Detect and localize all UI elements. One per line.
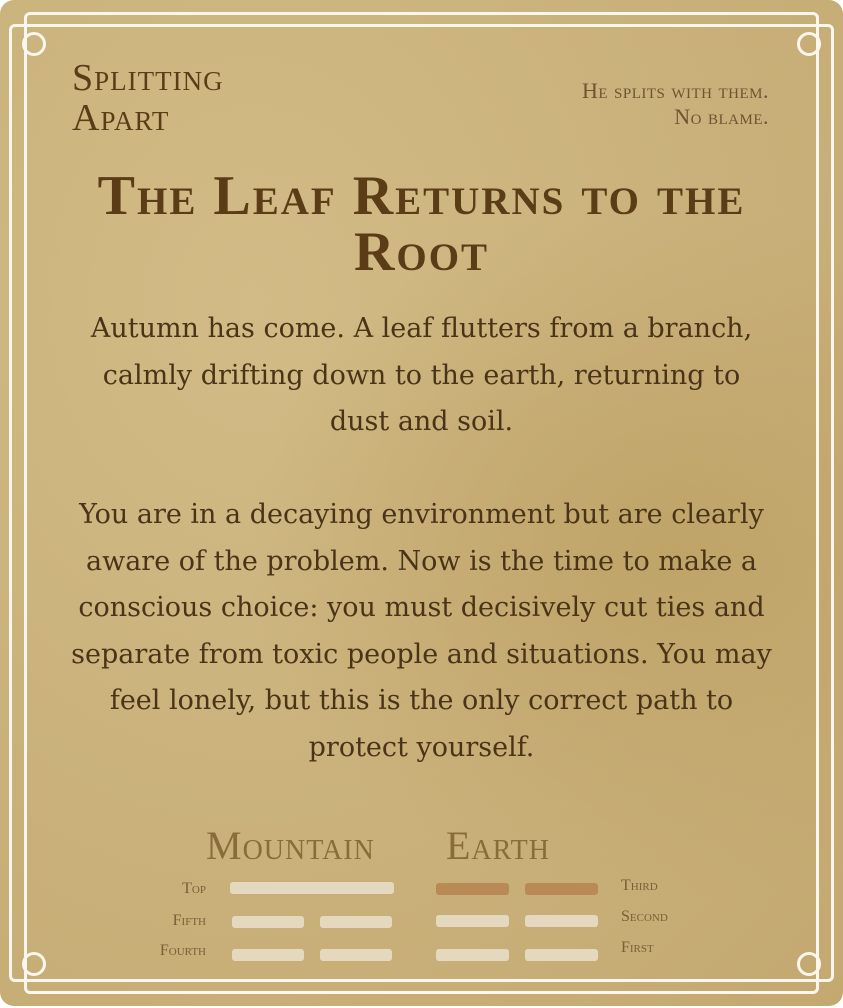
line-label-top: Top [182,880,206,897]
hexagram-name-line: Splitting [72,57,224,99]
page-title: The Leaf Returns to the Root [97,165,746,283]
line-second-broken-right [525,915,598,927]
description [70,306,773,818]
line-top-solid [230,882,394,894]
line-fourth-broken-right [320,949,392,961]
hexagram-name [72,58,224,138]
upper-trigram-name: Mountain [206,823,375,868]
corner-knot-icon [797,952,821,976]
line-label-first: First [621,939,654,956]
line-fourth-broken-left [232,949,304,961]
paragraph: Autumn has come. A leaf flutters from a branch, calmly drifting down to the earth, returning to dust and soil. [90,313,753,437]
line-third-changing-right [525,883,598,895]
lower-trigram-name: Earth [446,823,550,868]
corner-knot-icon [22,32,46,56]
corner-knot-icon [22,952,46,976]
line-label-fourth: Fourth [159,942,206,959]
line-second-broken-left [436,915,509,927]
corner-knot-icon [797,32,821,56]
judgment-line: No blame. [674,104,769,129]
hexagram-name-line: Apart [72,97,170,139]
line-label-third: Third [621,877,658,894]
line-third-changing-left [436,883,509,895]
judgment-line: He splits with them. [581,78,769,103]
line-fifth-broken-left [232,916,304,928]
line-first-broken-left [436,949,509,961]
line-label-fifth: Fifth [172,912,206,929]
paragraph: You are in a decaying environment but are clearly aware of the problem. Now is the time to make a conscious choice: you must decisively cut ties and separate from toxic people and situations. You may feel lonely, but this is the only correct path to protect yourself. [71,499,772,763]
judgment [582,78,769,130]
line-label-second: Second [621,908,668,925]
line-first-broken-right [525,949,598,961]
line-fifth-broken-right [320,916,392,928]
